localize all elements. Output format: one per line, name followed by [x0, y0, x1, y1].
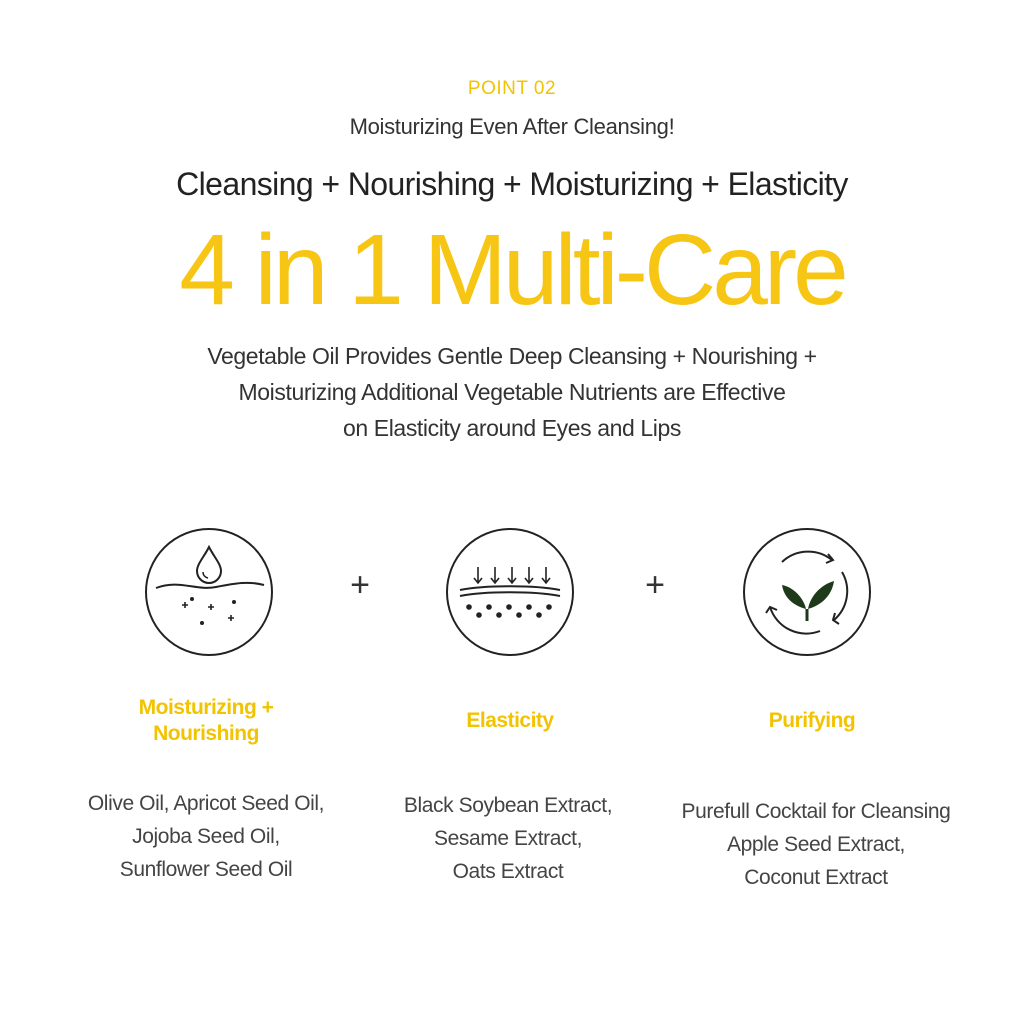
- plus-sign: +: [645, 566, 665, 604]
- feature-title-line: Moisturizing +: [138, 696, 274, 719]
- ingredient-line: Coconut Extract: [744, 866, 888, 889]
- ingredient-list-elasticity: [358, 789, 658, 888]
- description-line: on Elasticity around Eyes and Lips: [343, 415, 681, 441]
- feature-title-line: Purifying: [768, 709, 856, 732]
- ingredient-list-purifying: [656, 795, 976, 894]
- ingredient-line: Oats Extract: [452, 860, 564, 883]
- care-formula: Cleansing + Nourishing + Moisturizing + Elasticity: [176, 166, 848, 202]
- oil-drop-skin-icon: [144, 527, 274, 657]
- ingredient-line: Sesame Extract,: [433, 827, 583, 850]
- subtitle: Moisturizing Even After Cleansing!: [349, 114, 675, 139]
- description: [0, 338, 1024, 446]
- elasticity-arrows-icon: [445, 527, 575, 657]
- feature-title-elasticity: [400, 708, 620, 734]
- ingredient-line: Apple Seed Extract,: [726, 833, 905, 856]
- feature-title-purifying: [702, 708, 922, 734]
- headline: 4 in 1 Multi-Care: [179, 214, 845, 326]
- ingredient-line: Olive Oil, Apricot Seed Oil,: [87, 792, 325, 815]
- point-label: POINT 02: [467, 78, 557, 99]
- plus-sign: +: [350, 566, 370, 604]
- description-line: Moisturizing Additional Vegetable Nutrients are Effective: [238, 379, 786, 405]
- feature-title-moisturizing: [96, 695, 316, 747]
- recycle-leaf-icon: [742, 527, 872, 657]
- ingredient-line: Sunflower Seed Oil: [119, 858, 293, 881]
- ingredient-line: Black Soybean Extract,: [403, 794, 613, 817]
- ingredient-line: Jojoba Seed Oil,: [132, 825, 280, 848]
- feature-title-line: Elasticity: [466, 709, 554, 732]
- ingredient-line: Purefull Cocktail for Cleansing: [681, 800, 951, 823]
- ingredient-list-moisturizing: [56, 787, 356, 886]
- feature-title-line: Nourishing: [153, 722, 259, 745]
- description-line: Vegetable Oil Provides Gentle Deep Cleansing + Nourishing +: [207, 343, 817, 369]
